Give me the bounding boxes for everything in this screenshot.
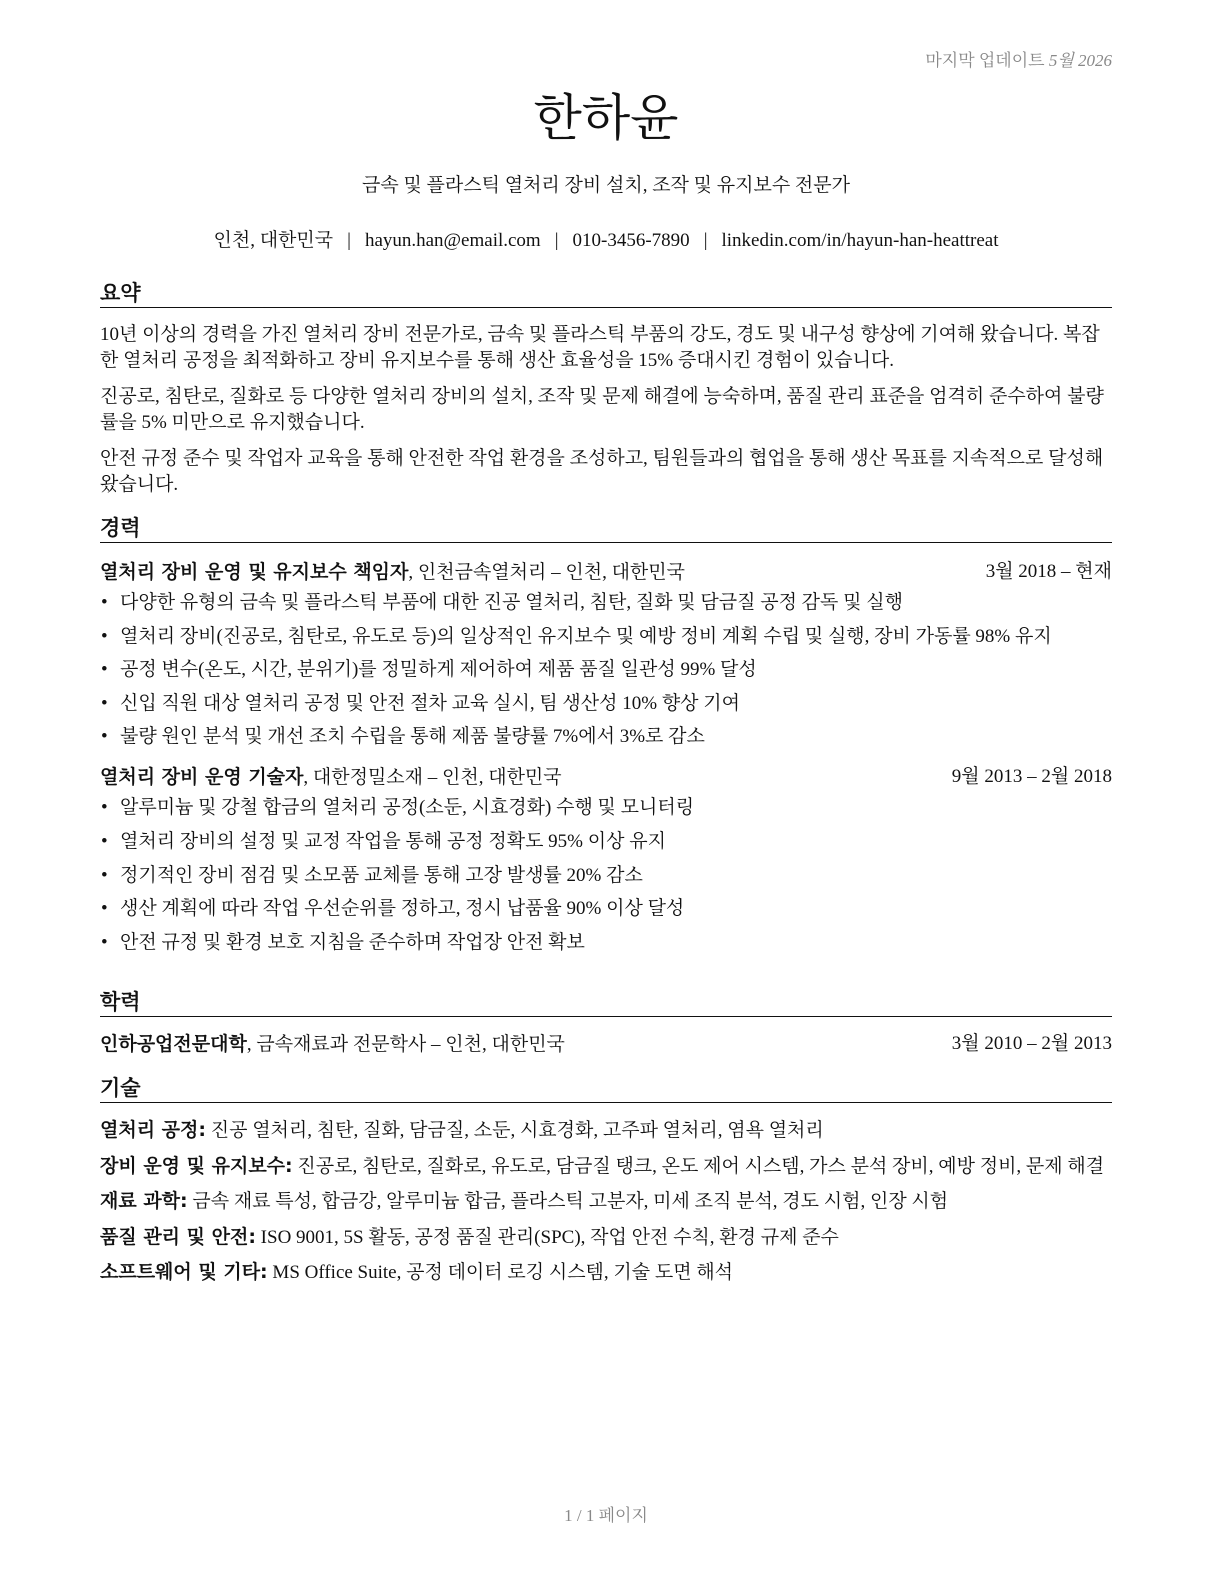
job-header (100, 764, 1112, 790)
summary-paragraph: 안전 규정 준수 및 작업자 교육을 통해 안전한 작업 환경을 조성하고, 팀원들과의 협업을 통해 생산 목표를 지속적으로 달성해 왔습니다. (100, 448, 1104, 495)
bullet-text: 알루미늄 및 강철 합금의 열처리 공정(소둔, 시효경화) 수행 및 모니터링 (120, 797, 695, 819)
list-item (100, 724, 1112, 750)
job-role: 열처리 장비 운영 기술자 (100, 766, 304, 789)
skill-value: 진공로, 침탄로, 질화로, 유도로, 담금질 탱크, 온도 제어 시스템, 가스 분석 장비, 예방 정비, 문제 해결 (292, 1155, 1105, 1177)
bullet-text: 열처리 장비(진공로, 침탄로, 유도로 등)의 일상적인 유지보수 및 예방 정비 계획 수립 및 실행, 장비 가동률 98% 유지 (120, 625, 1052, 647)
contact-separator: | (554, 230, 559, 251)
page-number: 1 / 1 페이지 (564, 1506, 648, 1525)
bullet-icon: • (101, 864, 108, 886)
education-entry (100, 1031, 1112, 1057)
bullet-text: 신입 직원 대상 열처리 공정 및 안전 절차 교육 실시, 팀 생산성 10% 향상 기여 (120, 692, 740, 714)
summary-section (100, 279, 1112, 498)
list-item (100, 896, 1112, 922)
bullet-text: 생산 계획에 따라 작업 우선순위를 정하고, 정시 납품율 90% 이상 달성 (120, 898, 685, 920)
list-item (100, 657, 1112, 683)
job-dates: 9월 2013 – 2월 2018 (951, 766, 1112, 788)
skill-row (100, 1117, 1112, 1144)
list-item (100, 829, 1112, 855)
list-item (100, 590, 1112, 616)
experience-title: 경력 (100, 514, 1112, 543)
bullet-text: 안전 규정 및 환경 보호 지침을 준수하며 작업장 안전 확보 (120, 931, 585, 953)
list-item (100, 930, 1112, 956)
skill-label: 재료 과학: (100, 1190, 188, 1213)
summary-title: 요약 (100, 279, 1112, 308)
candidate-name: 한하윤 (533, 89, 679, 147)
education-dates: 3월 2010 – 2월 2013 (951, 1033, 1112, 1054)
skills-section (100, 1074, 1112, 1295)
bullet-text: 다양한 유형의 금속 및 플라스틱 부품에 대한 진공 열처리, 침탄, 질화 및 담금질 공정 감독 및 실행 (120, 592, 903, 613)
bullet-icon: • (101, 797, 108, 819)
bullet-icon: • (101, 898, 108, 920)
summary-paragraph: 진공로, 침탄로, 질화로 등 다양한 열처리 장비의 설치, 조작 및 문제 해결에 능숙하며, 품질 관리 표준을 엄격히 준수하여 불량률을 5% 미만으로 유지했습니다. (100, 386, 1104, 433)
bullet-icon: • (101, 931, 108, 953)
education-detail: , 금속재료과 전문학사 – 인천, 대한민국 (246, 1034, 565, 1055)
bullet-icon: • (101, 592, 108, 613)
skill-row (100, 1259, 1112, 1286)
contact-linkedin[interactable]: linkedin.com/in/hayun-han-heattreat (721, 230, 999, 251)
skill-value: 금속 재료 특성, 합금강, 알루미늄 합금, 플라스틱 고분자, 미세 조직 분석, 경도 시험, 인장 시험 (187, 1191, 949, 1213)
job-entry (100, 764, 1112, 955)
skill-label: 장비 운영 및 유지보수: (100, 1154, 293, 1177)
contact-separator: | (703, 230, 708, 251)
job-bullets (100, 590, 1112, 750)
bullet-text: 정기적인 장비 점검 및 소모품 교체를 통해 고장 발생률 20% 감소 (120, 864, 643, 886)
skills-title: 기술 (100, 1074, 1112, 1103)
job-company: , 인천금속열처리 – 인천, 대한민국 (408, 562, 685, 583)
updated-label: 마지막 업데이트 (925, 51, 1045, 70)
contact-separator: | (347, 230, 351, 251)
skill-label: 소프트웨어 및 기타: (100, 1261, 268, 1284)
job-dates: 3월 2018 – 현재 (985, 561, 1112, 582)
contact-phone: 010-3456-7890 (572, 230, 690, 251)
experience-section (100, 514, 1112, 963)
skill-row (100, 1188, 1112, 1215)
bullet-icon: • (101, 830, 108, 852)
summary-paragraph: 10년 이상의 경력을 가진 열처리 장비 전문가로, 금속 및 플라스틱 부품의 강도, 경도 및 내구성 향상에 기여해 왔습니다. 복잡한 열처리 공정을 최적화하고 장비 유지보수를 통해 생산 효율성을 15% 증대시킨 경험이 있습니다. (100, 324, 1100, 371)
resume-page (100, 0, 1112, 1584)
job-role: 열처리 장비 운영 및 유지보수 책임자 (100, 561, 409, 583)
contact-email[interactable]: hayun.han@email.com (364, 230, 541, 251)
job-company: , 대한정밀소재 – 인천, 대한민국 (303, 767, 562, 789)
school-name: 인하공업전문대학 (100, 1033, 247, 1055)
bullet-text: 공정 변수(온도, 시간, 분위기)를 정밀하게 제어하여 제품 품질 일관성 99% 달성 (120, 659, 757, 681)
list-item (100, 795, 1112, 821)
skill-value: MS Office Suite, 공정 데이터 로깅 시스템, 기술 도면 해석 (267, 1262, 734, 1284)
bullet-icon: • (101, 659, 108, 681)
list-item (100, 863, 1112, 889)
bullet-icon: • (101, 625, 108, 647)
skill-label: 품질 관리 및 안전: (100, 1225, 256, 1248)
contact-line (100, 225, 1112, 252)
headline: 금속 및 플라스틱 열처리 장비 설치, 조작 및 유지보수 전문가 (362, 175, 850, 196)
bullet-icon: • (101, 726, 108, 748)
skill-value: 진공 열처리, 침탄, 질화, 담금질, 소둔, 시효경화, 고주파 열처리, 염욕 열처리 (205, 1120, 824, 1141)
bullet-icon: • (101, 692, 108, 714)
last-updated (925, 46, 1112, 71)
skill-label: 열처리 공정: (100, 1119, 206, 1141)
bullet-text: 열처리 장비의 설정 및 교정 작업을 통해 공정 정확도 95% 이상 유지 (120, 830, 666, 852)
list-item (100, 691, 1112, 717)
skill-row (100, 1153, 1112, 1180)
skill-row (100, 1224, 1112, 1251)
job-bullets (100, 795, 1112, 955)
list-item (100, 624, 1112, 650)
education-section (100, 988, 1112, 1057)
job-entry (100, 559, 1112, 750)
skill-value: ISO 9001, 5S 활동, 공정 품질 관리(SPC), 작업 안전 수칙, 환경 규제 준수 (255, 1226, 839, 1248)
bullet-text: 불량 원인 분석 및 개선 조치 수립을 통해 제품 불량률 7%에서 3%로 감소 (120, 726, 705, 748)
education-title: 학력 (100, 988, 1112, 1017)
updated-date: 5월 2026 (1048, 51, 1112, 70)
job-header (100, 559, 1112, 585)
contact-location: 인천, 대한민국 (213, 230, 334, 251)
